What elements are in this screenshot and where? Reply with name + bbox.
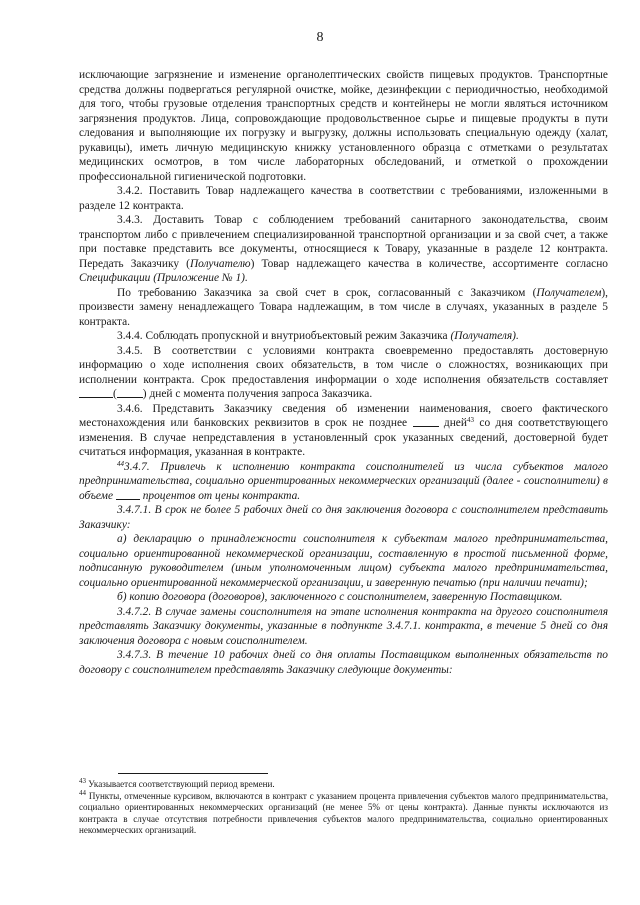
- blank-field: [413, 416, 439, 427]
- footnote-44: $^{44}$ Пункты, отмеченные курсивом, включаются в контракт с указанием процента привлечения субъектов малого предпринимательства, социально ориентированных некоммерческих организаций (не менее 5% от цены контракта). Данные пункты исключаются из контракта в случае отсутствия потребности привлечения субъектов малого предпринимательства, социально ориентированных некоммерческих организаций.: [79, 788, 608, 836]
- clause-3-4-4: 3.4.4. Соблюдать пропускной и внутриобъектовый режим Заказчика (Получателя).: [117, 330, 519, 342]
- clause-3-4-7-3: 3.4.7.3. В течение 10 рабочих дней со дня оплаты Поставщиком выполненных обязательств по договору с соисполнителем представлять Заказчику следующие документы:: [79, 649, 608, 676]
- clause-3-4-7: $^{44}$3.4.7. Привлечь к исполнению контракта соисполнителей из числа субъектов малого предпринимательства, социально ориентированных некоммерческих организаций (далее - соисполнители) в объеме процентов от цены контракта.: [79, 459, 608, 502]
- footnote-ref-44: 44: [117, 459, 124, 468]
- blank-field: [116, 489, 140, 500]
- footnote-separator: [118, 773, 268, 774]
- paragraph-transport: исключающие загрязнение и изменение органолептических свойств пищевых продуктов. Транспортные средства должны подвергаться регулярной очистке, мойке, дезинфекции с периодичностью, необходимой для того, чтобы грузовые отделения транспортных средств и контейнеры не могли являться источником загрязнения продуктов. Лица, сопровождающие продовольственное сырье и пищевые продукты в пути следования и выполняющие их погрузку и выгрузку, должны использовать специальную одежду (халат, рукавицы), иметь личную медицинскую книжку установленного образца с отметками о результатах медицинских осмотров, в том числе лабораторных обследований, и отметкой о прохождении профессиональной гигиенической подготовки.: [79, 69, 608, 183]
- footnote-43: $^{43}$ Указывается соответствующий период времени.: [79, 777, 275, 789]
- page-number: 8: [316, 30, 324, 45]
- blank-field: [79, 387, 113, 398]
- paragraph-replacement: По требованию Заказчика за свой счет в срок, согласованный с Заказчиком (Получателем), произвести замену ненадлежащего Товара надлежащим, в том числе в случаях, указанных в разделе 5 контракта.: [79, 286, 608, 328]
- clause-3-4-7-1-b: б) копию договора (договоров), заключенного с соисполнителем, заверенную Поставщиком.: [117, 591, 563, 603]
- clause-3-4-3: 3.4.3. Доставить Товар с соблюдением требований санитарного законодательства, своим транспортом либо с привлечением специализированной транспортной организации и за свой счет, а также при поставке представить все документы, относящиеся к Товару, указанные в разделе 12 контракта. Передать Заказчику (Получателю) Товар надлежащего качества в количестве, ассортименте согласно Спецификации (Приложение № 1).: [79, 214, 608, 284]
- blank-field: [117, 387, 143, 398]
- clause-3-4-7-1: 3.4.7.1. В срок не более 5 рабочих дней со дня заключения договора с соисполнителем представить Заказчику:: [79, 504, 608, 531]
- clause-3-4-6: 3.4.6. Представить Заказчику сведения об изменении наименования, своего фактического местонахождения или банковских реквизитов в срок не позднее дней$^{43}$ со дня соответствующего изменения. В случае непредставления в установленный срок указанных сведений, достоверной будет считаться информация, указанная в контракте.: [79, 402, 609, 458]
- clause-3-4-2: 3.4.2. Поставить Товар надлежащего качества в соответствии с требованиями, изложенными в разделе 12 контракта.: [79, 185, 608, 212]
- footnotes: [79, 779, 608, 837]
- document-body: [79, 68, 608, 677]
- clause-3-4-7-1-a: а) декларацию о принадлежности соисполнителя к субъектам малого предпринимательства, социально ориентированной некоммерческой организации, составленную в простой письменной форме, подписанную руководителем (иным уполномоченным лицом) субъекта малого предпринимательства, социально ориентированной некоммерческой организации, и заверенную печатью (при наличии печати);: [79, 533, 608, 589]
- clause-3-4-7-2: 3.4.7.2. В случае замены соисполнителя на этапе исполнения контракта на другого соисполнителя представлять Заказчику документы, указанные в подпункте 3.4.7.1. контракта, в течение 5 дней со дня заключения договора с новым соисполнителем.: [79, 605, 608, 647]
- footnote-ref-43: 43: [466, 416, 474, 424]
- clause-3-4-5: 3.4.5. В соответствии с условиями контракта своевременно предоставлять достоверную информацию о ходе исполнения своих обязательств, в том числе о сложностях, возникающих при исполнении контракта. Срок предоставления информации о ходе исполнения обязательств составляет ( ) дней с момента получения запроса Заказчика.: [79, 344, 608, 400]
